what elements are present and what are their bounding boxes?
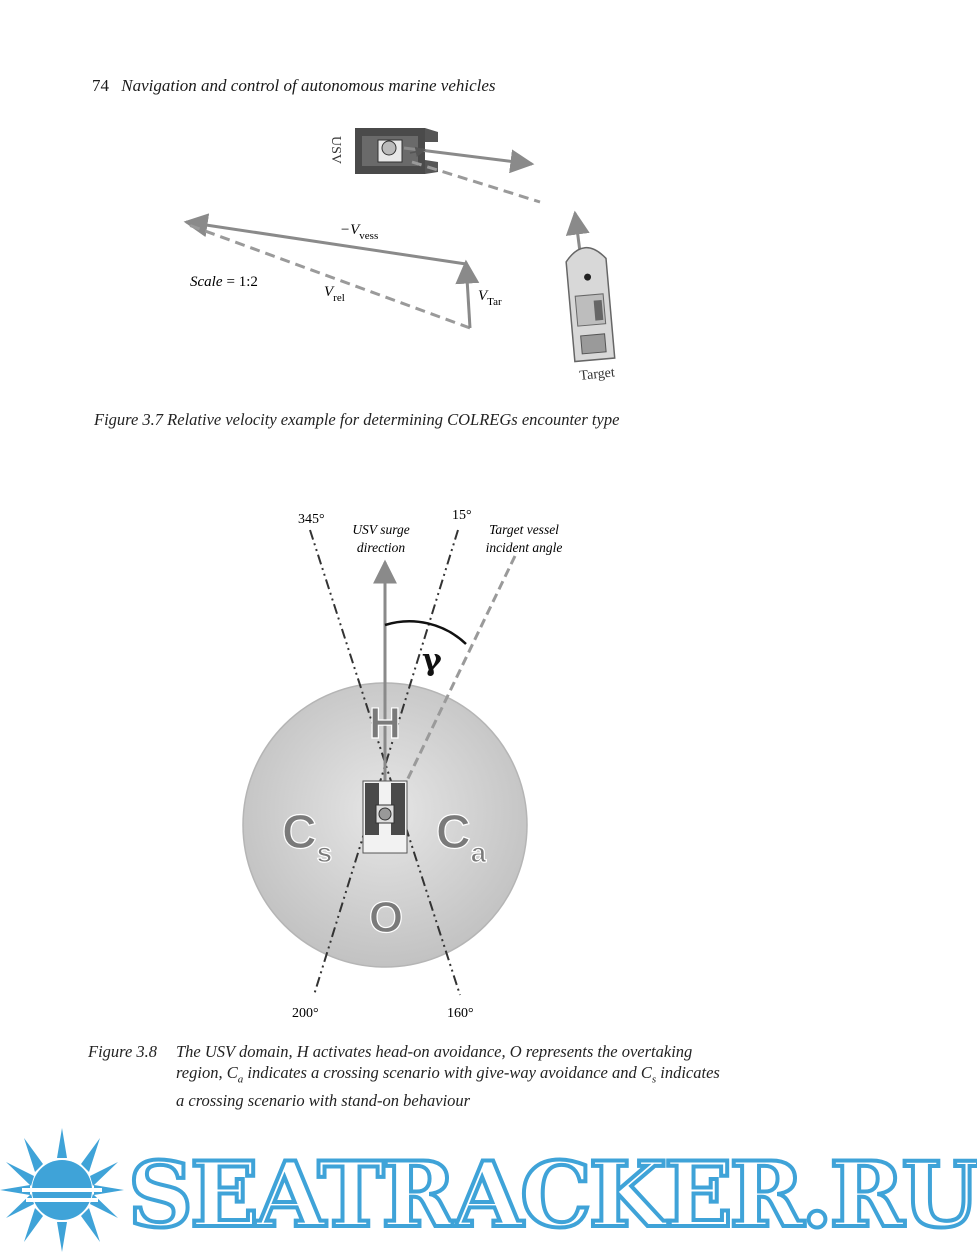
scale-label: Scale = 1:2 <box>190 274 258 290</box>
running-title: Navigation and control of autonomous marine vehicles <box>121 76 496 95</box>
figure-3-8 <box>243 508 562 1021</box>
target-label: Target <box>578 365 616 384</box>
figure-3-8-caption-text: The USV domain, H activates head-on avoidance, O represents the overtaking region, $C_a$ indicates a crossing scenario with give-way avoidance and $C_s$ indicates a crossing scenario with stand-on behaviour <box>176 1042 720 1111</box>
watermark-text: SEATRACKER.RU <box>128 1142 977 1248</box>
target-incident-line1: Target vessel <box>489 522 559 537</box>
angle-160-label: 160° <box>447 1006 474 1021</box>
region-ca-label: $C_a$ <box>436 806 487 868</box>
v-tar-arrow <box>466 262 470 328</box>
v-tar-label: $V_{Tar}$ <box>478 288 502 308</box>
target-velocity-arrow <box>575 213 580 252</box>
figure-3-8-caption <box>88 1041 728 1111</box>
region-o-label: O <box>368 893 404 942</box>
gamma-label: γ <box>422 643 442 678</box>
angle-200-label: 200° <box>292 1006 319 1021</box>
figure-3-7-caption: Figure 3.7 Relative velocity example for determining COLREGs encounter type <box>94 410 620 429</box>
target-boat-icon <box>565 246 615 362</box>
usv-center-icon <box>363 781 407 853</box>
usv-label: USV <box>328 136 343 165</box>
surge-label-line1: USV surge <box>352 522 410 537</box>
page-number: 74 <box>92 76 109 95</box>
angle-15-label: 15° <box>452 508 472 523</box>
v-vess-label: $-V_{vess}$ <box>340 222 379 242</box>
angle-345-label: 345° <box>298 512 325 527</box>
usv-relative-dashed-line <box>412 162 540 202</box>
figure-3-8-caption-label: Figure 3.8 <box>88 1042 158 1061</box>
v-rel-label: $V_{rel}$ <box>324 284 345 304</box>
neg-v-vess-arrow <box>186 222 466 264</box>
surge-label-line2: direction <box>356 540 406 555</box>
region-cs-label: $C_s$ <box>282 806 333 868</box>
target-incident-line2: incident angle <box>485 540 563 555</box>
region-h-label: H <box>369 699 401 748</box>
